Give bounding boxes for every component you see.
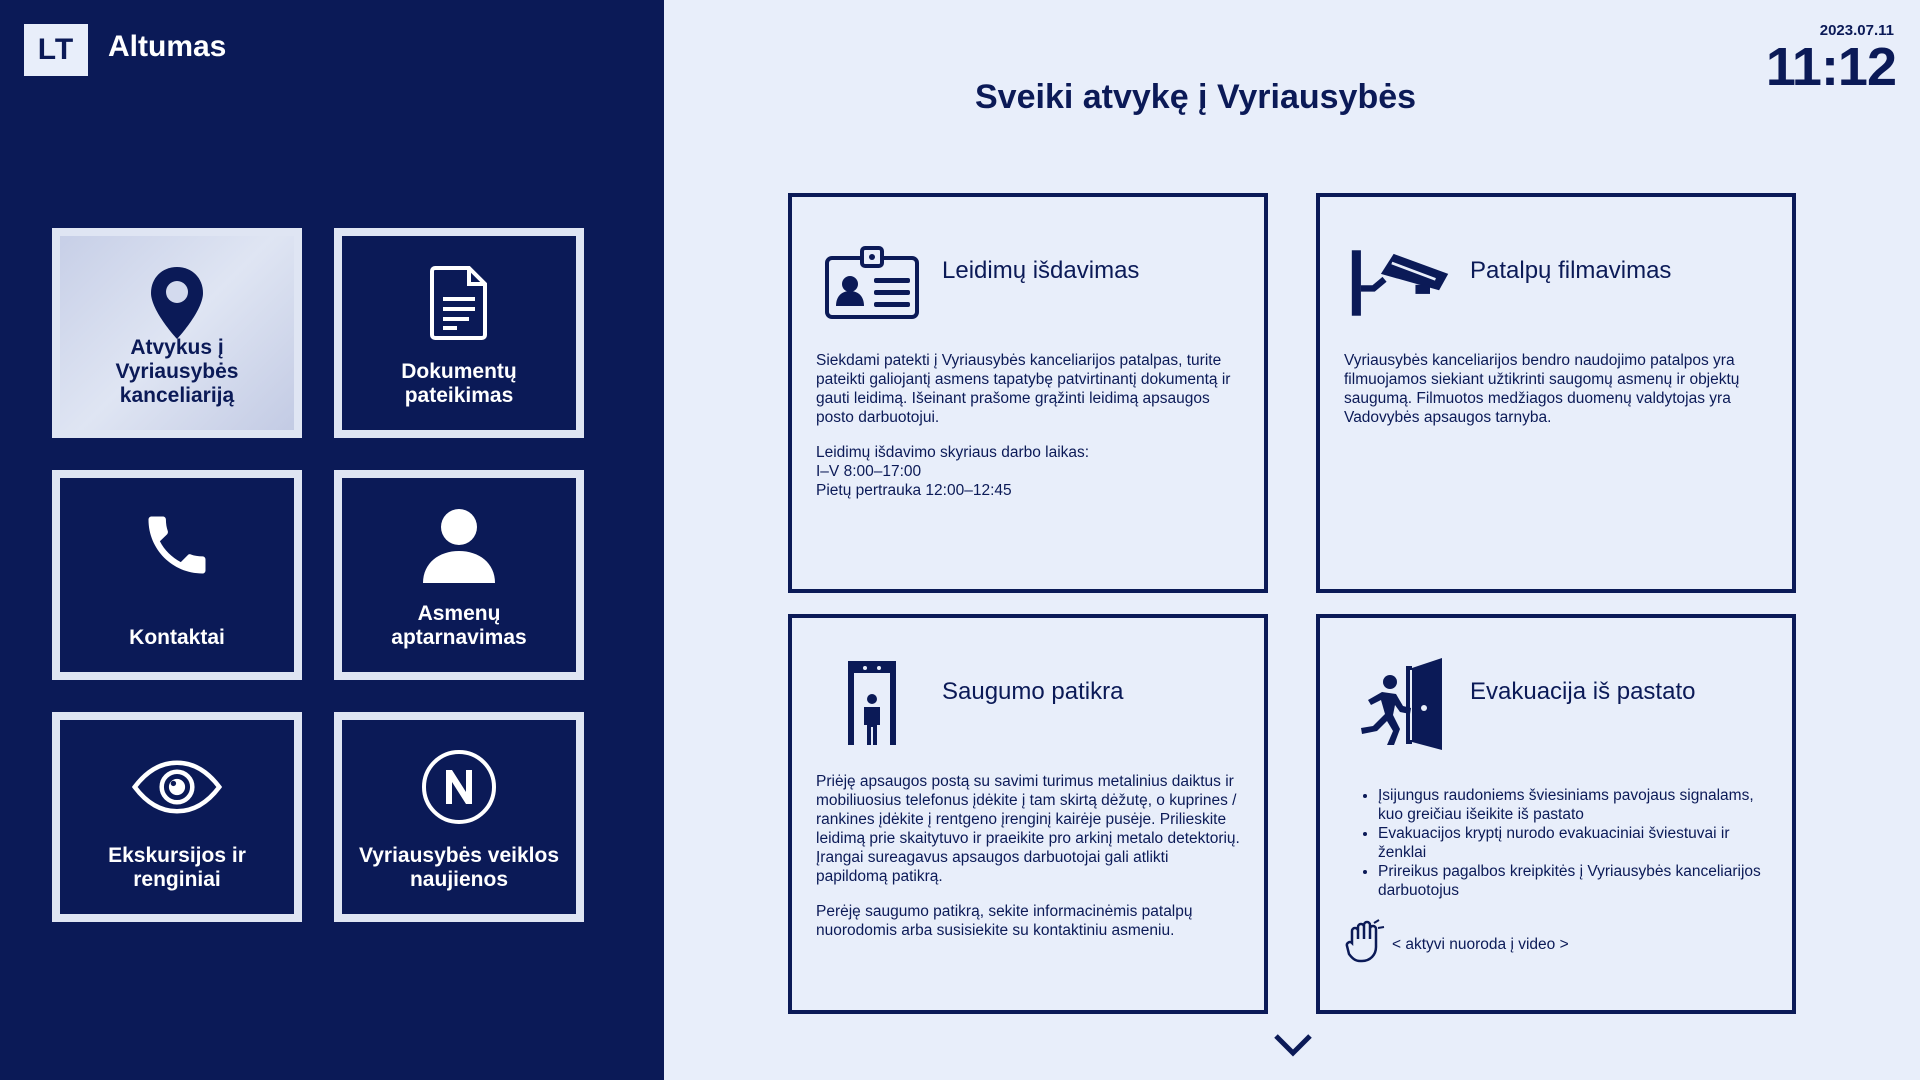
time-display: 11:12 xyxy=(1765,37,1896,97)
card-body xyxy=(816,772,1244,956)
phone-icon xyxy=(132,500,222,590)
evacuation-list xyxy=(1378,786,1772,900)
language-switch-button[interactable]: LT xyxy=(24,24,88,76)
tile-label: Atvykus į Vyriausybės kanceliariją xyxy=(115,336,239,407)
tile-label: Dokumentų pateikimas xyxy=(401,360,517,407)
document-icon xyxy=(414,258,504,348)
news-n-icon xyxy=(414,742,504,832)
tile-label: Asmenų aptarnavimas xyxy=(391,602,527,649)
card-permits xyxy=(788,193,1268,593)
card-paragraph: Perėję saugumo patikrą, sekite informacinėmis patalpų nuorodomis arba susisiekite su kontaktiniu asmeniu. xyxy=(816,903,1193,939)
card-paragraph: Siekdami patekti į Vyriausybės kanceliarijos patalpas, turite pateikti galiojantį asmens tapatybę patvirtinantį dokumentą ir gauti leidimą. Išeinant prašome grąžinti leidimą apsaugos posto darbuotojui. xyxy=(816,352,1231,426)
sidebar xyxy=(0,0,664,1080)
emergency-exit-icon xyxy=(1350,654,1450,754)
card-title: Leidimų išdavimas xyxy=(942,257,1140,284)
card-paragraph: Vyriausybės kanceliarijos bendro naudojimo patalpos yra filmuojamos siekiant užtikrinti saugomų asmenų ir objektų saugumą. Filmuotos medžiagos duomenų valdytojas yra Vadovybės apsaugos tarnyba. xyxy=(1344,352,1740,426)
metal-detector-icon xyxy=(822,654,922,754)
eye-icon xyxy=(132,742,222,832)
date-display: 2023.07.11 xyxy=(1819,22,1894,39)
card-cctv xyxy=(1316,193,1796,593)
card-paragraph: Priėję apsaugos postą su savimi turimus metalinius daiktus ir mobiliuosius telefonus įdėkite į tam skirtą dėžutę, o kuprines / rankines įdėkite į rentgeno įrenginį kairėje pusėje. Prilieskite leidimą prie skaitytuvo ir praeikite pro arkinį metalo detektorių. Įrangai sureagavus apsaugos darbuotojai gali atlikti papildomą patikrą. xyxy=(816,773,1240,885)
card-security-check xyxy=(788,614,1268,1014)
hours-lunch: Pietų pertrauka 12:00–12:45 xyxy=(816,482,1012,499)
security-camera-icon xyxy=(1350,233,1450,333)
tile-arrival[interactable] xyxy=(52,228,302,438)
card-title: Evakuacija iš pastato xyxy=(1470,678,1696,705)
list-item: • Evakuacijos kryptį nurodo evakuaciniai šviestuvai ir ženklai xyxy=(1378,824,1772,862)
tile-contacts[interactable] xyxy=(52,470,302,680)
tile-label: Kontaktai xyxy=(129,626,225,649)
hours-title: Leidimų išdavimo skyriaus darbo laikas: xyxy=(816,444,1090,461)
card-body xyxy=(816,351,1244,500)
list-item: • Prireikus pagalbos kreipkitės į Vyriausybės kanceliarijos darbuotojus xyxy=(1378,862,1772,900)
video-link[interactable] xyxy=(1344,919,1569,970)
card-title: Patalpų filmavimas xyxy=(1470,257,1672,284)
card-title: Saugumo patikra xyxy=(942,678,1124,705)
id-badge-icon xyxy=(822,233,922,333)
video-link-label: < aktyvi nuoroda į video > xyxy=(1392,935,1569,953)
card-body xyxy=(1344,786,1772,900)
brand-name: Altumas xyxy=(108,30,227,63)
hours-weekdays: I–V 8:00–17:00 xyxy=(816,463,922,480)
location-pin-icon xyxy=(132,258,222,348)
tile-documents[interactable] xyxy=(334,228,584,438)
card-body xyxy=(1344,351,1772,443)
tile-customer-service[interactable] xyxy=(334,470,584,680)
tile-label: Ekskursijos ir renginiai xyxy=(108,844,246,891)
tile-news[interactable] xyxy=(334,712,584,922)
hand-tap-icon xyxy=(1344,919,1386,970)
person-icon xyxy=(414,500,504,590)
tile-excursions[interactable] xyxy=(52,712,302,922)
tile-label: Vyriausybės veiklos naujienos xyxy=(358,844,559,891)
list-item: • Įsijungus raudoniems šviesiniams pavojaus signalams, kuo greičiau išeikite iš pastato xyxy=(1378,786,1772,824)
card-evacuation xyxy=(1316,614,1796,1014)
page-title: Sveiki atvykę į Vyriausybės xyxy=(975,78,1417,116)
chevron-down-icon[interactable] xyxy=(1272,1030,1314,1060)
